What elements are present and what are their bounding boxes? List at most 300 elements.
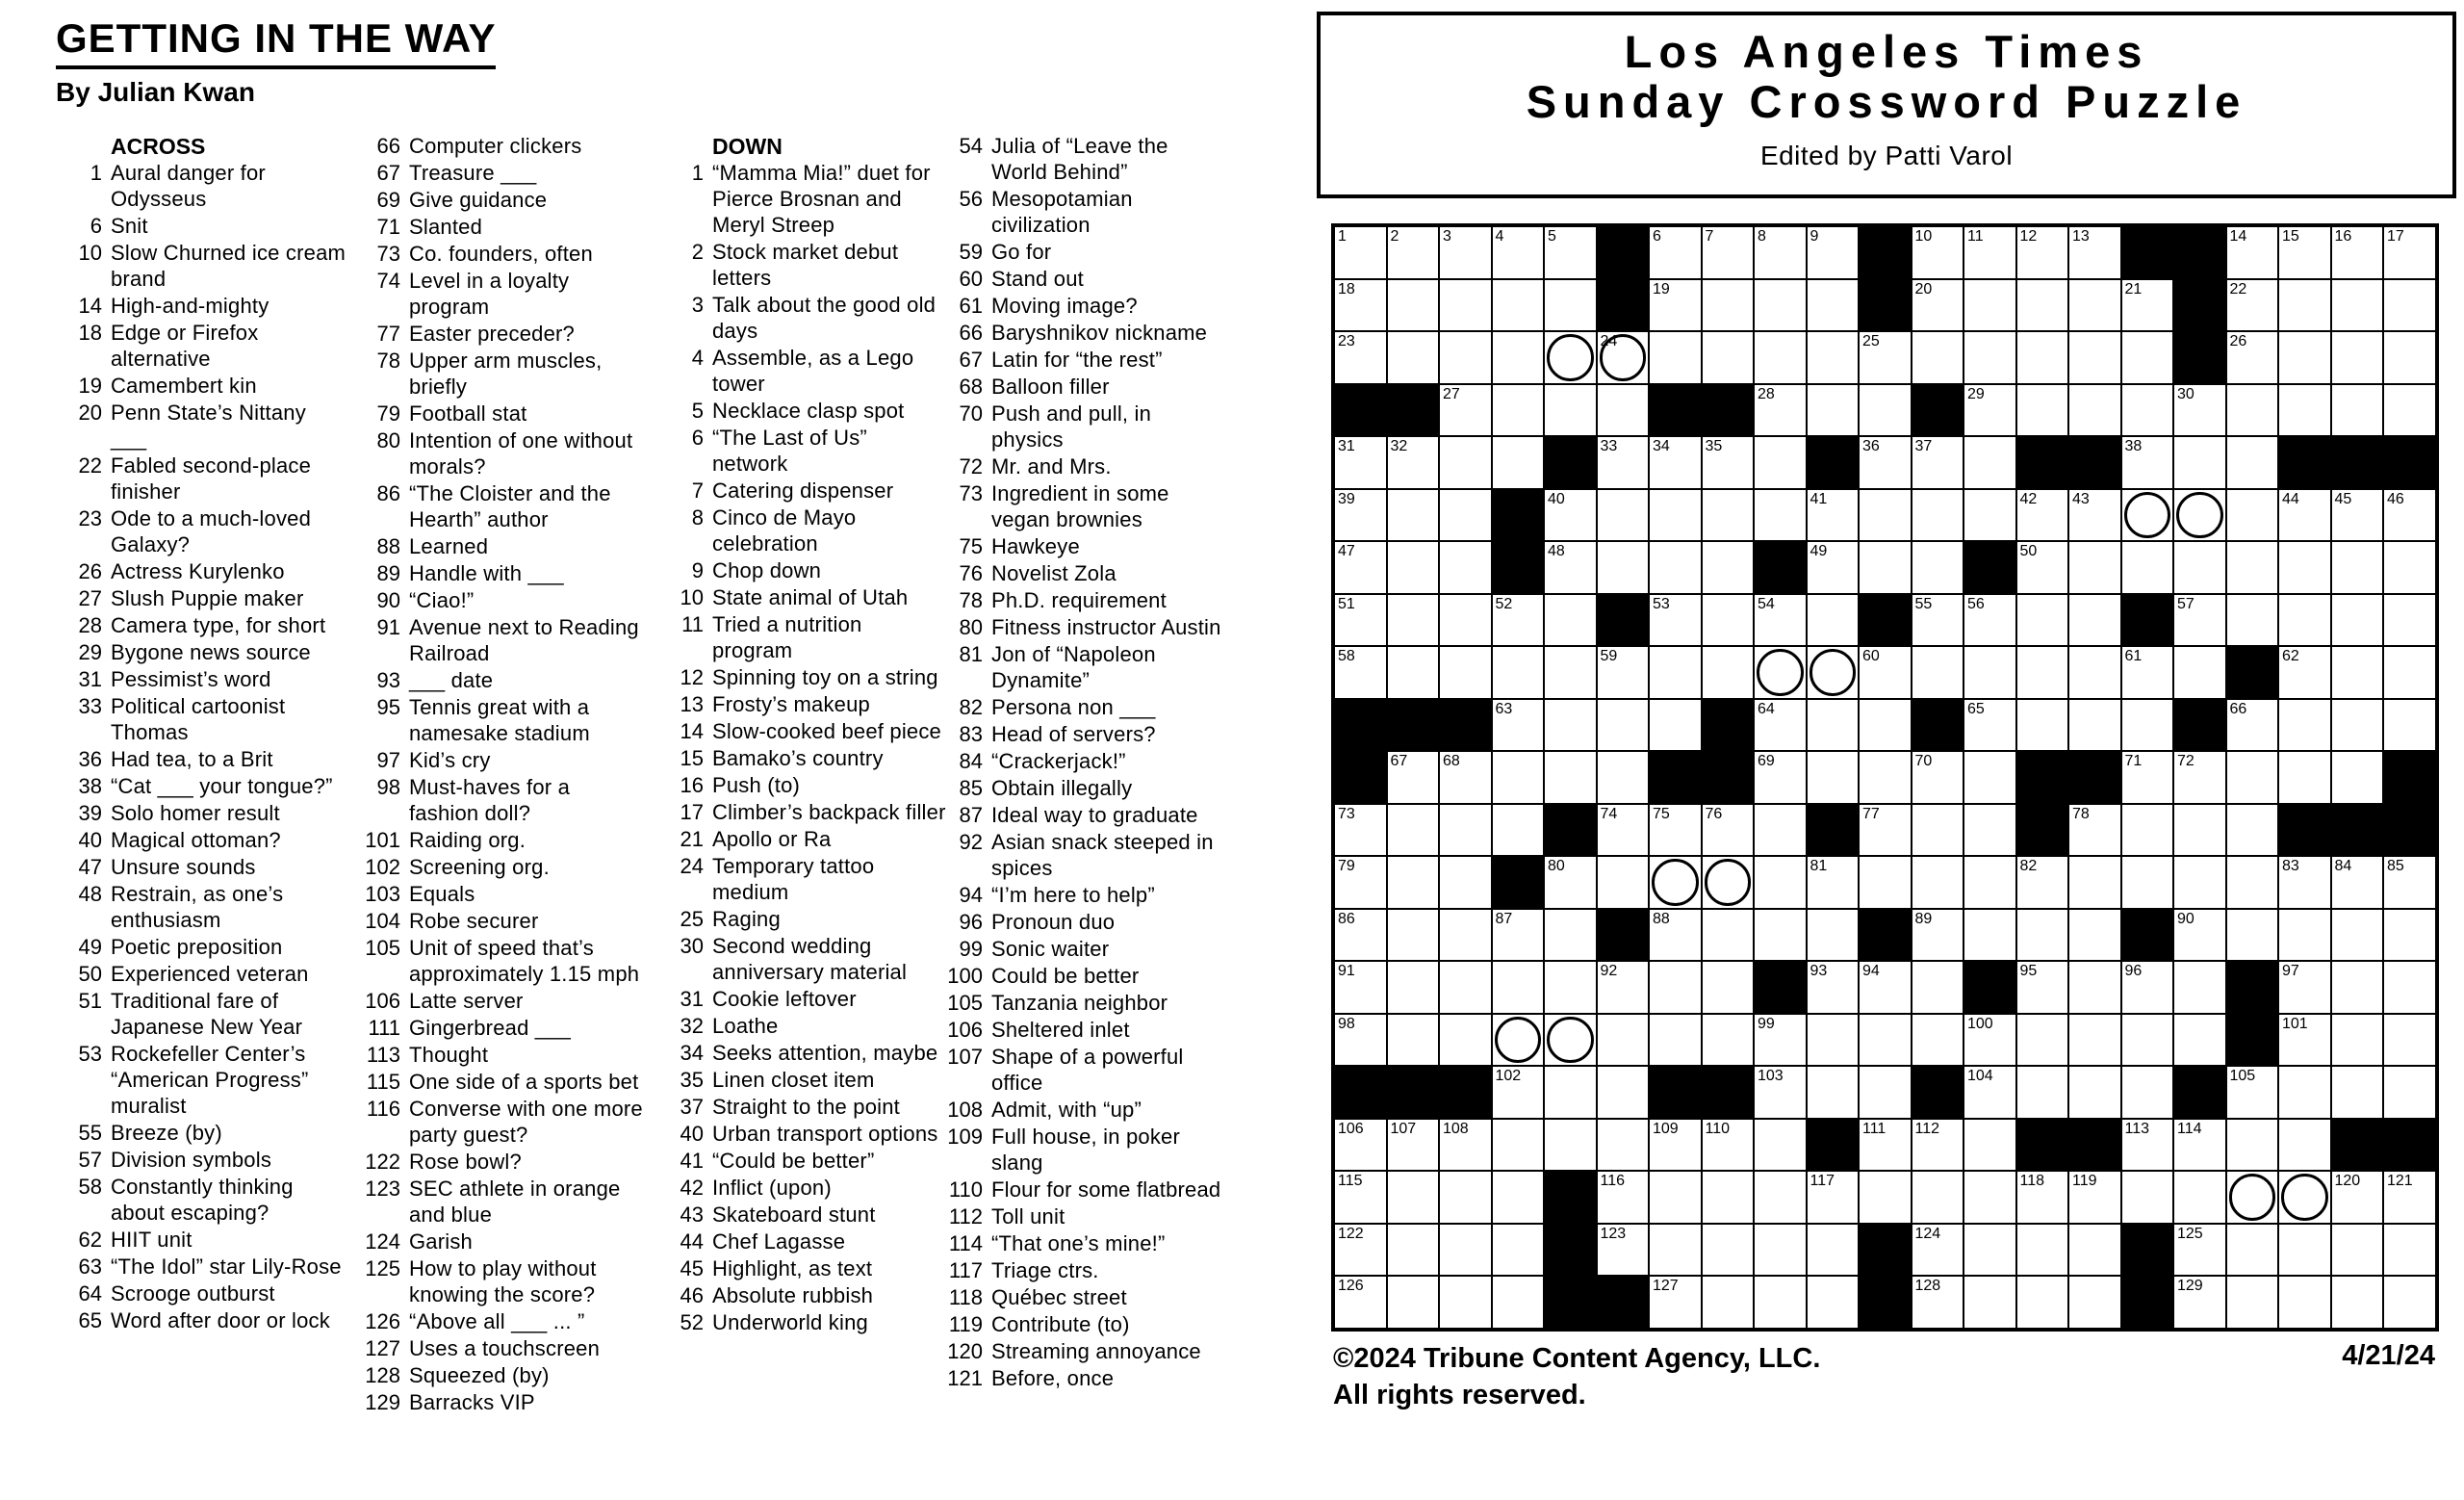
grid-cell[interactable] (1702, 1119, 1755, 1172)
grid-cell[interactable] (1492, 804, 1545, 857)
grid-cell[interactable] (1859, 699, 1912, 752)
grid-cell[interactable] (1597, 1014, 1650, 1067)
grid-cell[interactable] (1754, 751, 1807, 804)
grid-cell[interactable] (2016, 226, 2069, 279)
grid-cell[interactable] (1702, 909, 1755, 962)
grid-cell[interactable] (1334, 909, 1387, 962)
grid-cell[interactable] (2383, 1066, 2436, 1119)
grid-cell[interactable] (2383, 646, 2436, 699)
grid-cell[interactable] (2278, 384, 2331, 437)
grid-cell[interactable] (2331, 1014, 2384, 1067)
grid-cell[interactable] (1649, 489, 1702, 542)
grid-cell[interactable] (1387, 279, 1440, 332)
grid-cell[interactable] (1649, 436, 1702, 489)
grid-cell[interactable] (1334, 489, 1387, 542)
grid-cell[interactable] (2278, 961, 2331, 1014)
grid-cell[interactable] (1807, 489, 1860, 542)
grid-cell[interactable] (1702, 1171, 1755, 1224)
grid-cell[interactable] (2383, 856, 2436, 909)
grid-cell[interactable] (1859, 384, 1912, 437)
grid-cell[interactable] (2226, 1224, 2279, 1277)
grid-cell[interactable] (1334, 646, 1387, 699)
grid-cell[interactable] (2121, 331, 2174, 384)
grid-cell[interactable] (1859, 751, 1912, 804)
grid-cell[interactable] (1492, 1066, 1545, 1119)
grid-cell[interactable] (2173, 384, 2226, 437)
grid-cell[interactable] (1702, 961, 1755, 1014)
grid-cell[interactable] (1912, 489, 1964, 542)
grid-cell[interactable] (2121, 279, 2174, 332)
grid-cell[interactable] (1334, 1119, 1387, 1172)
grid-cell[interactable] (1912, 751, 1964, 804)
grid-cell[interactable] (1964, 856, 2016, 909)
grid-cell[interactable] (2331, 699, 2384, 752)
grid-cell[interactable] (1964, 1171, 2016, 1224)
grid-cell[interactable] (1807, 594, 1860, 647)
grid-cell[interactable] (1859, 1014, 1912, 1067)
grid-cell[interactable] (2121, 646, 2174, 699)
grid-cell[interactable] (1439, 226, 1492, 279)
grid-cell[interactable] (2173, 489, 2226, 542)
grid-cell[interactable] (1492, 226, 1545, 279)
grid-cell[interactable] (1649, 856, 1702, 909)
grid-cell[interactable] (2173, 804, 2226, 857)
grid-cell[interactable] (1912, 594, 1964, 647)
grid-cell[interactable] (2278, 489, 2331, 542)
grid-cell[interactable] (2226, 594, 2279, 647)
grid-cell[interactable] (1439, 436, 1492, 489)
grid-cell[interactable] (2173, 856, 2226, 909)
grid-cell[interactable] (1649, 1014, 1702, 1067)
grid-cell[interactable] (1964, 909, 2016, 962)
grid-cell[interactable] (1597, 751, 1650, 804)
grid-cell[interactable] (1964, 331, 2016, 384)
grid-cell[interactable] (1912, 1171, 1964, 1224)
grid-cell[interactable] (1387, 594, 1440, 647)
grid-cell[interactable] (2278, 1066, 2331, 1119)
grid-cell[interactable] (2016, 961, 2069, 1014)
grid-cell[interactable] (1649, 961, 1702, 1014)
grid-cell[interactable] (2068, 331, 2121, 384)
grid-cell[interactable] (1597, 436, 1650, 489)
grid-cell[interactable] (1544, 1119, 1597, 1172)
grid-cell[interactable] (1912, 1014, 1964, 1067)
grid-cell[interactable] (1859, 961, 1912, 1014)
grid-cell[interactable] (2068, 1224, 2121, 1277)
grid-cell[interactable] (1492, 436, 1545, 489)
grid-cell[interactable] (1912, 1224, 1964, 1277)
grid-cell[interactable] (2278, 1014, 2331, 1067)
grid-cell[interactable] (2278, 331, 2331, 384)
grid-cell[interactable] (1439, 1119, 1492, 1172)
grid-cell[interactable] (1597, 541, 1650, 594)
grid-cell[interactable] (1597, 646, 1650, 699)
grid-cell[interactable] (1387, 1224, 1440, 1277)
grid-cell[interactable] (2121, 1066, 2174, 1119)
grid-cell[interactable] (1544, 1014, 1597, 1067)
grid-cell[interactable] (1912, 804, 1964, 857)
grid-cell[interactable] (1964, 751, 2016, 804)
grid-cell[interactable] (2226, 384, 2279, 437)
grid-cell[interactable] (1492, 699, 1545, 752)
grid-cell[interactable] (1544, 646, 1597, 699)
grid-cell[interactable] (2068, 384, 2121, 437)
grid-cell[interactable] (2121, 1171, 2174, 1224)
grid-cell[interactable] (1649, 909, 1702, 962)
grid-cell[interactable] (1807, 699, 1860, 752)
grid-cell[interactable] (1334, 541, 1387, 594)
grid-cell[interactable] (1702, 331, 1755, 384)
grid-cell[interactable] (2278, 226, 2331, 279)
grid-cell[interactable] (1807, 961, 1860, 1014)
grid-cell[interactable] (1754, 489, 1807, 542)
grid-cell[interactable] (1649, 541, 1702, 594)
grid-cell[interactable] (1492, 909, 1545, 962)
grid-cell[interactable] (1754, 226, 1807, 279)
grid-cell[interactable] (1807, 279, 1860, 332)
grid-cell[interactable] (1807, 751, 1860, 804)
grid-cell[interactable] (2173, 1171, 2226, 1224)
grid-cell[interactable] (1544, 594, 1597, 647)
grid-cell[interactable] (1597, 699, 1650, 752)
grid-cell[interactable] (1912, 331, 1964, 384)
grid-cell[interactable] (1702, 489, 1755, 542)
grid-cell[interactable] (2068, 594, 2121, 647)
grid-cell[interactable] (1964, 279, 2016, 332)
grid-cell[interactable] (2383, 1171, 2436, 1224)
grid-cell[interactable] (2331, 1066, 2384, 1119)
grid-cell[interactable] (1912, 856, 1964, 909)
grid-cell[interactable] (1859, 804, 1912, 857)
grid-cell[interactable] (1807, 1224, 1860, 1277)
grid-cell[interactable] (1387, 226, 1440, 279)
grid-cell[interactable] (1334, 1276, 1387, 1329)
grid-cell[interactable] (1439, 1276, 1492, 1329)
grid-cell[interactable] (2173, 909, 2226, 962)
grid-cell[interactable] (1807, 226, 1860, 279)
grid-cell[interactable] (2173, 436, 2226, 489)
grid-cell[interactable] (2121, 1119, 2174, 1172)
grid-cell[interactable] (2068, 909, 2121, 962)
grid-cell[interactable] (2383, 279, 2436, 332)
grid-cell[interactable] (1387, 856, 1440, 909)
grid-cell[interactable] (1964, 489, 2016, 542)
grid-cell[interactable] (1912, 226, 1964, 279)
grid-cell[interactable] (1492, 646, 1545, 699)
grid-cell[interactable] (2016, 331, 2069, 384)
grid-cell[interactable] (1492, 1014, 1545, 1067)
grid-cell[interactable] (1754, 804, 1807, 857)
grid-cell[interactable] (2016, 1014, 2069, 1067)
grid-cell[interactable] (1439, 804, 1492, 857)
grid-cell[interactable] (2331, 384, 2384, 437)
grid-cell[interactable] (2278, 1171, 2331, 1224)
grid-cell[interactable] (2278, 751, 2331, 804)
grid-cell[interactable] (2068, 1066, 2121, 1119)
grid-cell[interactable] (2278, 279, 2331, 332)
grid-cell[interactable] (1492, 1171, 1545, 1224)
grid-cell[interactable] (1807, 1171, 1860, 1224)
grid-cell[interactable] (1964, 1066, 2016, 1119)
grid-cell[interactable] (2016, 384, 2069, 437)
grid-cell[interactable] (1387, 1276, 1440, 1329)
grid-cell[interactable] (2331, 751, 2384, 804)
grid-cell[interactable] (1649, 804, 1702, 857)
grid-cell[interactable] (2278, 699, 2331, 752)
grid-cell[interactable] (1807, 646, 1860, 699)
grid-cell[interactable] (2068, 856, 2121, 909)
grid-cell[interactable] (1387, 1119, 1440, 1172)
grid-cell[interactable] (2121, 384, 2174, 437)
grid-cell[interactable] (2226, 699, 2279, 752)
grid-cell[interactable] (2226, 804, 2279, 857)
grid-cell[interactable] (1439, 331, 1492, 384)
grid-cell[interactable] (1387, 909, 1440, 962)
grid-cell[interactable] (2383, 384, 2436, 437)
grid-cell[interactable] (2226, 489, 2279, 542)
grid-cell[interactable] (2121, 489, 2174, 542)
grid-cell[interactable] (2226, 331, 2279, 384)
grid-cell[interactable] (2121, 804, 2174, 857)
grid-cell[interactable] (1597, 331, 1650, 384)
grid-cell[interactable] (1492, 1276, 1545, 1329)
grid-cell[interactable] (2173, 1014, 2226, 1067)
grid-cell[interactable] (2068, 646, 2121, 699)
grid-cell[interactable] (1912, 541, 1964, 594)
grid-cell[interactable] (1439, 1014, 1492, 1067)
grid-cell[interactable] (1544, 331, 1597, 384)
grid-cell[interactable] (2331, 594, 2384, 647)
grid-cell[interactable] (1964, 1119, 2016, 1172)
grid-cell[interactable] (1492, 279, 1545, 332)
grid-cell[interactable] (1544, 699, 1597, 752)
grid-cell[interactable] (2226, 541, 2279, 594)
grid-cell[interactable] (2331, 489, 2384, 542)
grid-cell[interactable] (1492, 331, 1545, 384)
grid-cell[interactable] (2226, 1066, 2279, 1119)
grid-cell[interactable] (1439, 489, 1492, 542)
grid-cell[interactable] (1702, 1224, 1755, 1277)
grid-cell[interactable] (1964, 1276, 2016, 1329)
grid-cell[interactable] (1859, 541, 1912, 594)
grid-cell[interactable] (1702, 856, 1755, 909)
grid-cell[interactable] (1334, 1224, 1387, 1277)
grid-cell[interactable] (1544, 961, 1597, 1014)
grid-cell[interactable] (1597, 1224, 1650, 1277)
grid-cell[interactable] (1702, 541, 1755, 594)
grid-cell[interactable] (1964, 804, 2016, 857)
grid-cell[interactable] (2068, 226, 2121, 279)
grid-cell[interactable] (1334, 226, 1387, 279)
grid-cell[interactable] (1964, 384, 2016, 437)
grid-cell[interactable] (1649, 1119, 1702, 1172)
grid-cell[interactable] (1597, 961, 1650, 1014)
grid-cell[interactable] (1964, 646, 2016, 699)
crossword-grid[interactable] (1331, 223, 2439, 1332)
grid-cell[interactable] (1544, 279, 1597, 332)
grid-cell[interactable] (1912, 961, 1964, 1014)
grid-cell[interactable] (1334, 1171, 1387, 1224)
grid-cell[interactable] (1544, 384, 1597, 437)
grid-cell[interactable] (1387, 1171, 1440, 1224)
grid-cell[interactable] (1597, 1119, 1650, 1172)
grid-cell[interactable] (1754, 1119, 1807, 1172)
grid-cell[interactable] (1964, 699, 2016, 752)
grid-cell[interactable] (2331, 1171, 2384, 1224)
grid-cell[interactable] (1702, 226, 1755, 279)
grid-cell[interactable] (2226, 909, 2279, 962)
grid-cell[interactable] (1754, 384, 1807, 437)
grid-cell[interactable] (2016, 279, 2069, 332)
grid-cell[interactable] (1702, 1014, 1755, 1067)
grid-cell[interactable] (1754, 1066, 1807, 1119)
grid-cell[interactable] (1439, 384, 1492, 437)
grid-cell[interactable] (1807, 541, 1860, 594)
grid-cell[interactable] (1649, 1276, 1702, 1329)
grid-cell[interactable] (2331, 226, 2384, 279)
grid-cell[interactable] (1439, 646, 1492, 699)
grid-cell[interactable] (1754, 1014, 1807, 1067)
grid-cell[interactable] (1544, 226, 1597, 279)
grid-cell[interactable] (1912, 1276, 1964, 1329)
grid-cell[interactable] (1964, 594, 2016, 647)
grid-cell[interactable] (1597, 804, 1650, 857)
grid-cell[interactable] (1387, 646, 1440, 699)
grid-cell[interactable] (2016, 856, 2069, 909)
grid-cell[interactable] (2278, 541, 2331, 594)
grid-cell[interactable] (1492, 961, 1545, 1014)
grid-cell[interactable] (1649, 594, 1702, 647)
grid-cell[interactable] (2278, 1119, 2331, 1172)
grid-cell[interactable] (2121, 699, 2174, 752)
grid-cell[interactable] (1964, 436, 2016, 489)
grid-cell[interactable] (1649, 1224, 1702, 1277)
grid-cell[interactable] (1807, 909, 1860, 962)
grid-cell[interactable] (2226, 751, 2279, 804)
grid-cell[interactable] (2383, 594, 2436, 647)
grid-cell[interactable] (2121, 541, 2174, 594)
grid-cell[interactable] (2016, 594, 2069, 647)
grid-cell[interactable] (1387, 1014, 1440, 1067)
grid-cell[interactable] (1859, 1066, 1912, 1119)
grid-cell[interactable] (1492, 1119, 1545, 1172)
grid-cell[interactable] (1334, 331, 1387, 384)
grid-cell[interactable] (1859, 1119, 1912, 1172)
grid-cell[interactable] (1649, 646, 1702, 699)
grid-cell[interactable] (1439, 856, 1492, 909)
grid-cell[interactable] (2173, 594, 2226, 647)
grid-cell[interactable] (1807, 331, 1860, 384)
grid-cell[interactable] (1334, 594, 1387, 647)
grid-cell[interactable] (2278, 1224, 2331, 1277)
grid-cell[interactable] (2331, 331, 2384, 384)
grid-cell[interactable] (2173, 646, 2226, 699)
grid-cell[interactable] (2226, 1171, 2279, 1224)
grid-cell[interactable] (1597, 489, 1650, 542)
grid-cell[interactable] (1754, 856, 1807, 909)
grid-cell[interactable] (1492, 384, 1545, 437)
grid-cell[interactable] (2226, 1276, 2279, 1329)
grid-cell[interactable] (2226, 1119, 2279, 1172)
grid-cell[interactable] (1702, 594, 1755, 647)
grid-cell[interactable] (1912, 436, 1964, 489)
grid-cell[interactable] (1754, 436, 1807, 489)
grid-cell[interactable] (2068, 804, 2121, 857)
grid-cell[interactable] (2173, 541, 2226, 594)
grid-cell[interactable] (1702, 1276, 1755, 1329)
grid-cell[interactable] (2016, 1171, 2069, 1224)
grid-cell[interactable] (1439, 279, 1492, 332)
grid-cell[interactable] (1387, 436, 1440, 489)
grid-cell[interactable] (1702, 646, 1755, 699)
grid-cell[interactable] (1334, 856, 1387, 909)
grid-cell[interactable] (1439, 751, 1492, 804)
grid-cell[interactable] (1597, 1171, 1650, 1224)
grid-cell[interactable] (2068, 961, 2121, 1014)
grid-cell[interactable] (1702, 804, 1755, 857)
grid-cell[interactable] (2226, 279, 2279, 332)
grid-cell[interactable] (1754, 1224, 1807, 1277)
grid-cell[interactable] (1439, 1224, 1492, 1277)
grid-cell[interactable] (2331, 646, 2384, 699)
grid-cell[interactable] (2331, 1276, 2384, 1329)
grid-cell[interactable] (1439, 909, 1492, 962)
grid-cell[interactable] (2383, 961, 2436, 1014)
grid-cell[interactable] (1387, 804, 1440, 857)
grid-cell[interactable] (2068, 279, 2121, 332)
grid-cell[interactable] (1859, 1171, 1912, 1224)
grid-cell[interactable] (2068, 541, 2121, 594)
grid-cell[interactable] (1754, 1276, 1807, 1329)
grid-cell[interactable] (2331, 909, 2384, 962)
grid-cell[interactable] (1649, 1171, 1702, 1224)
grid-cell[interactable] (1492, 594, 1545, 647)
grid-cell[interactable] (2278, 646, 2331, 699)
grid-cell[interactable] (2331, 279, 2384, 332)
grid-cell[interactable] (2383, 699, 2436, 752)
grid-cell[interactable] (1754, 699, 1807, 752)
grid-cell[interactable] (1912, 1119, 1964, 1172)
grid-cell[interactable] (1649, 331, 1702, 384)
grid-cell[interactable] (1492, 751, 1545, 804)
grid-cell[interactable] (1754, 646, 1807, 699)
grid-cell[interactable] (1964, 1224, 2016, 1277)
grid-cell[interactable] (1597, 1066, 1650, 1119)
grid-cell[interactable] (1597, 384, 1650, 437)
grid-cell[interactable] (1912, 909, 1964, 962)
grid-cell[interactable] (1964, 226, 2016, 279)
grid-cell[interactable] (1334, 279, 1387, 332)
grid-cell[interactable] (1649, 699, 1702, 752)
grid-cell[interactable] (1544, 541, 1597, 594)
grid-cell[interactable] (2383, 1224, 2436, 1277)
grid-cell[interactable] (2173, 961, 2226, 1014)
grid-cell[interactable] (1754, 594, 1807, 647)
grid-cell[interactable] (1544, 1066, 1597, 1119)
grid-cell[interactable] (1387, 961, 1440, 1014)
grid-cell[interactable] (2016, 909, 2069, 962)
grid-cell[interactable] (2383, 331, 2436, 384)
grid-cell[interactable] (1334, 436, 1387, 489)
grid-cell[interactable] (2331, 1224, 2384, 1277)
grid-cell[interactable] (1387, 489, 1440, 542)
grid-cell[interactable] (1912, 279, 1964, 332)
grid-cell[interactable] (1439, 541, 1492, 594)
grid-cell[interactable] (2226, 226, 2279, 279)
grid-cell[interactable] (1859, 436, 1912, 489)
grid-cell[interactable] (1807, 1276, 1860, 1329)
grid-cell[interactable] (1334, 961, 1387, 1014)
